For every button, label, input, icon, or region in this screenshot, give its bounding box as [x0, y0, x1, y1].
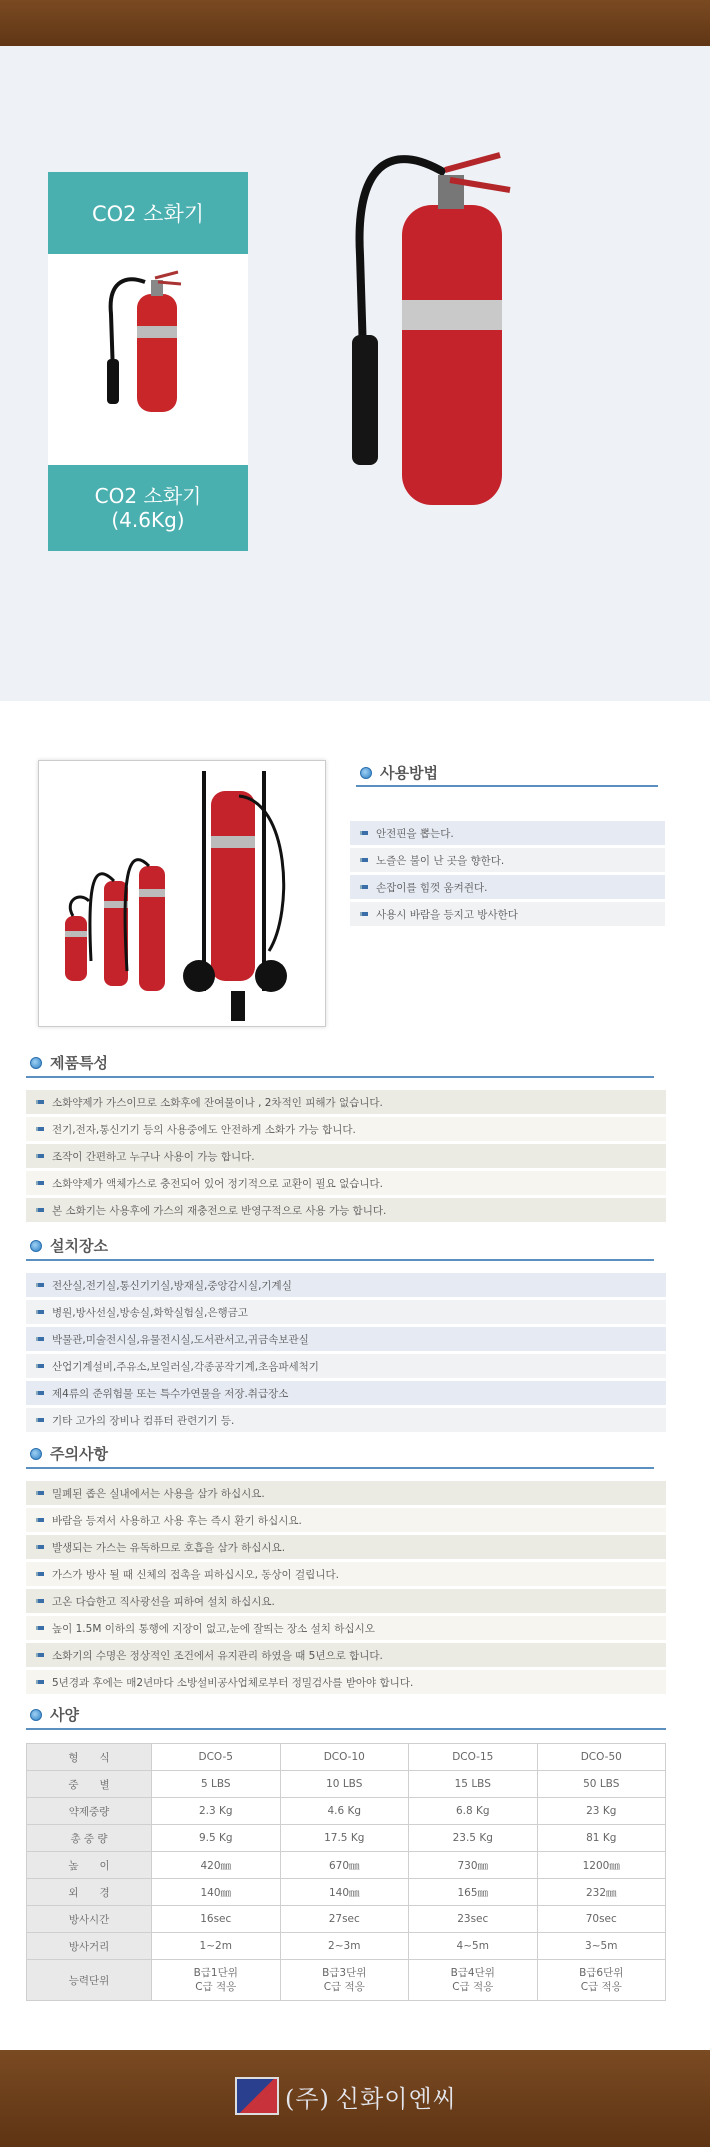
- hero-section: [0, 46, 710, 701]
- table-cell: 23 Kg: [537, 1798, 666, 1825]
- bullet-icon: [38, 1491, 44, 1495]
- bullet-icon: [38, 1518, 44, 1522]
- top-banner: [0, 0, 710, 46]
- table-cell: DCO-15: [409, 1744, 538, 1771]
- table-cell: 16sec: [152, 1906, 281, 1933]
- table-cell: 420㎜: [152, 1852, 281, 1879]
- table-cell: 27sec: [280, 1906, 409, 1933]
- row-label: 높 이: [27, 1852, 152, 1879]
- row-label: 방사거리: [27, 1933, 152, 1960]
- table-row: [27, 1879, 666, 1906]
- table-row: [27, 1798, 666, 1825]
- bullet-icon: [38, 1680, 44, 1684]
- bullet-icon: [38, 1283, 44, 1287]
- bullet-circle-icon: [30, 1709, 42, 1721]
- bullet-icon: [38, 1127, 44, 1131]
- install-list: [26, 1273, 666, 1435]
- spec-title: 사양: [30, 1704, 79, 1725]
- table-cell: B급3단위 C급 적응: [280, 1960, 409, 2001]
- table-cell: 1~2m: [152, 1933, 281, 1960]
- table-cell: DCO-50: [537, 1744, 666, 1771]
- product-card[interactable]: [48, 172, 248, 551]
- table-cell: 81 Kg: [537, 1825, 666, 1852]
- table-cell: B급6단위 C급 적응: [537, 1960, 666, 2001]
- list-item: 본 소화기는 사용후에 가스의 재충전으로 반영구적으로 사용 가능 합니다.: [26, 1198, 666, 1222]
- list-item: 기타 고가의 장비나 컴퓨터 관련기기 등.: [26, 1408, 666, 1432]
- table-cell: B급4단위 C급 적응: [409, 1960, 538, 2001]
- list-item: 5년경과 후에는 매2년마다 소방설비공사업체로부터 정밀검사를 받아야 합니다.: [26, 1670, 666, 1694]
- bullet-circle-icon: [30, 1448, 42, 1460]
- extinguisher-thumbnail: [103, 264, 193, 414]
- caution-divider: [26, 1467, 654, 1469]
- table-row: [27, 1825, 666, 1852]
- features-divider: [26, 1076, 654, 1078]
- table-cell: 2.3 Kg: [152, 1798, 281, 1825]
- product-card-title: CO2 소화기: [48, 172, 248, 254]
- caution-list: [26, 1481, 666, 1697]
- table-row: [27, 1933, 666, 1960]
- row-label: 총 중 량: [27, 1825, 152, 1852]
- bullet-icon: [38, 1391, 44, 1395]
- list-item: 고온 다습한고 직사광선을 피하여 설치 하십시요.: [26, 1589, 666, 1613]
- bullet-circle-icon: [30, 1057, 42, 1069]
- bullet-icon: [362, 831, 368, 835]
- bullet-icon: [38, 1364, 44, 1368]
- list-item: 조작이 간편하고 누구나 사용이 가능 합니다.: [26, 1144, 666, 1168]
- list-item: 전기,전자,통신기기 등의 사용중에도 안전하게 소화가 가능 합니다.: [26, 1117, 666, 1141]
- table-cell: 9.5 Kg: [152, 1825, 281, 1852]
- list-item: 안전핀을 뽑는다.: [350, 821, 665, 845]
- table-cell: 4.6 Kg: [280, 1798, 409, 1825]
- company-emblem-icon: [235, 2077, 279, 2115]
- table-cell: 23.5 Kg: [409, 1825, 538, 1852]
- table-cell: 730㎜: [409, 1852, 538, 1879]
- bullet-icon: [38, 1572, 44, 1576]
- bullet-icon: [38, 1337, 44, 1341]
- list-item: 사용시 바람을 등지고 방사한다: [350, 902, 665, 926]
- bullet-icon: [38, 1181, 44, 1185]
- table-cell: B급1단위 C급 적응: [152, 1960, 281, 2001]
- table-cell: DCO-5: [152, 1744, 281, 1771]
- row-label: 방사시간: [27, 1906, 152, 1933]
- table-cell: 140㎜: [152, 1879, 281, 1906]
- row-label: 약제중량: [27, 1798, 152, 1825]
- bullet-icon: [362, 858, 368, 862]
- table-cell: 10 LBS: [280, 1771, 409, 1798]
- list-item: 소화약제가 액체가스로 충전되어 있어 정기적으로 교환이 필요 없습니다.: [26, 1171, 666, 1195]
- bullet-icon: [362, 912, 368, 916]
- table-cell: DCO-10: [280, 1744, 409, 1771]
- bullet-icon: [38, 1154, 44, 1158]
- bullet-icon: [38, 1545, 44, 1549]
- table-cell: 6.8 Kg: [409, 1798, 538, 1825]
- install-title: 설치장소: [30, 1235, 108, 1256]
- features-list: [26, 1090, 666, 1225]
- list-item: 바람을 등져서 사용하고 사용 후는 즉시 환기 하십시요.: [26, 1508, 666, 1532]
- caution-title: 주의사항: [30, 1443, 108, 1464]
- features-title: 제품특성: [30, 1052, 108, 1073]
- list-item: 전산실,전기실,통신기기실,방재실,중앙감시실,기계실: [26, 1273, 666, 1297]
- table-cell: 3~5m: [537, 1933, 666, 1960]
- product-card-caption: CO2 소화기 (4.6Kg): [48, 465, 248, 551]
- row-label: 능력단위: [27, 1960, 152, 2001]
- table-cell: 5 LBS: [152, 1771, 281, 1798]
- table-row: [27, 1852, 666, 1879]
- spec-table: [26, 1743, 666, 2001]
- usage-title: 사용방법: [360, 762, 438, 783]
- company-name: 신화이엔씨: [335, 2084, 457, 2113]
- list-item: 병원,방사선실,방송실,화학실험실,은행금고: [26, 1300, 666, 1324]
- bullet-circle-icon: [360, 767, 372, 779]
- list-item: 산업기계설비,주유소,보일러실,각종공작기계,초음파세척기: [26, 1354, 666, 1378]
- bullet-icon: [38, 1100, 44, 1104]
- table-cell: 2~3m: [280, 1933, 409, 1960]
- usage-list: [350, 821, 665, 929]
- table-cell: 670㎜: [280, 1852, 409, 1879]
- row-label: 중 별: [27, 1771, 152, 1798]
- table-row: [27, 1906, 666, 1933]
- product-line-photo: [38, 760, 326, 1027]
- bullet-icon: [38, 1208, 44, 1212]
- extinguishers-group-image: [39, 761, 325, 1026]
- list-item: 발생되는 가스는 유독하므로 호흡을 삼가 하십시요.: [26, 1535, 666, 1559]
- table-row: [27, 1744, 666, 1771]
- list-item: 제4류의 준위험물 또는 특수가연물을 저장.취급장소: [26, 1381, 666, 1405]
- list-item: 높이 1.5M 이하의 통행에 지장이 없고,눈에 잘띄는 장소 설치 하십시오: [26, 1616, 666, 1640]
- bullet-icon: [38, 1626, 44, 1630]
- spec-divider: [26, 1728, 666, 1730]
- table-cell: 140㎜: [280, 1879, 409, 1906]
- company-logo[interactable]: [235, 2077, 457, 2115]
- row-label: 외 경: [27, 1879, 152, 1906]
- table-cell: 17.5 Kg: [280, 1825, 409, 1852]
- list-item: 밀폐된 좁은 실내에서는 사용을 삼가 하십시요.: [26, 1481, 666, 1505]
- usage-divider: [356, 785, 658, 787]
- list-item: 박물관,미술전시실,유물전시실,도서관서고,귀금속보관실: [26, 1327, 666, 1351]
- table-row: [27, 1771, 666, 1798]
- table-row: [27, 1960, 666, 2001]
- list-item: 가스가 방사 될 때 신체의 접촉을 피하십시오, 동상이 걸립니다.: [26, 1562, 666, 1586]
- table-cell: 165㎜: [409, 1879, 538, 1906]
- list-item: 손잡이를 힘껏 움켜쥔다.: [350, 875, 665, 899]
- table-cell: 1200㎜: [537, 1852, 666, 1879]
- bullet-icon: [38, 1599, 44, 1603]
- row-label: 형 식: [27, 1744, 152, 1771]
- bullet-icon: [38, 1310, 44, 1314]
- table-cell: 70sec: [537, 1906, 666, 1933]
- table-cell: 15 LBS: [409, 1771, 538, 1798]
- install-divider: [26, 1259, 654, 1261]
- bullet-icon: [362, 885, 368, 889]
- bullet-icon: [38, 1653, 44, 1657]
- list-item: 소화약제가 가스이므로 소화후에 잔여물이나 , 2차적인 피해가 없습니다.: [26, 1090, 666, 1114]
- table-cell: 50 LBS: [537, 1771, 666, 1798]
- table-cell: 23sec: [409, 1906, 538, 1933]
- table-cell: 232㎜: [537, 1879, 666, 1906]
- bullet-icon: [38, 1418, 44, 1422]
- bullet-circle-icon: [30, 1240, 42, 1252]
- table-cell: 4~5m: [409, 1933, 538, 1960]
- list-item: 소화기의 수명은 정상적인 조건에서 유지관리 하였을 때 5년으로 합니다.: [26, 1643, 666, 1667]
- list-item: 노즐은 불이 난 곳을 향한다.: [350, 848, 665, 872]
- extinguisher-main-image: [350, 135, 530, 515]
- company-prefix: (주): [285, 2084, 330, 2113]
